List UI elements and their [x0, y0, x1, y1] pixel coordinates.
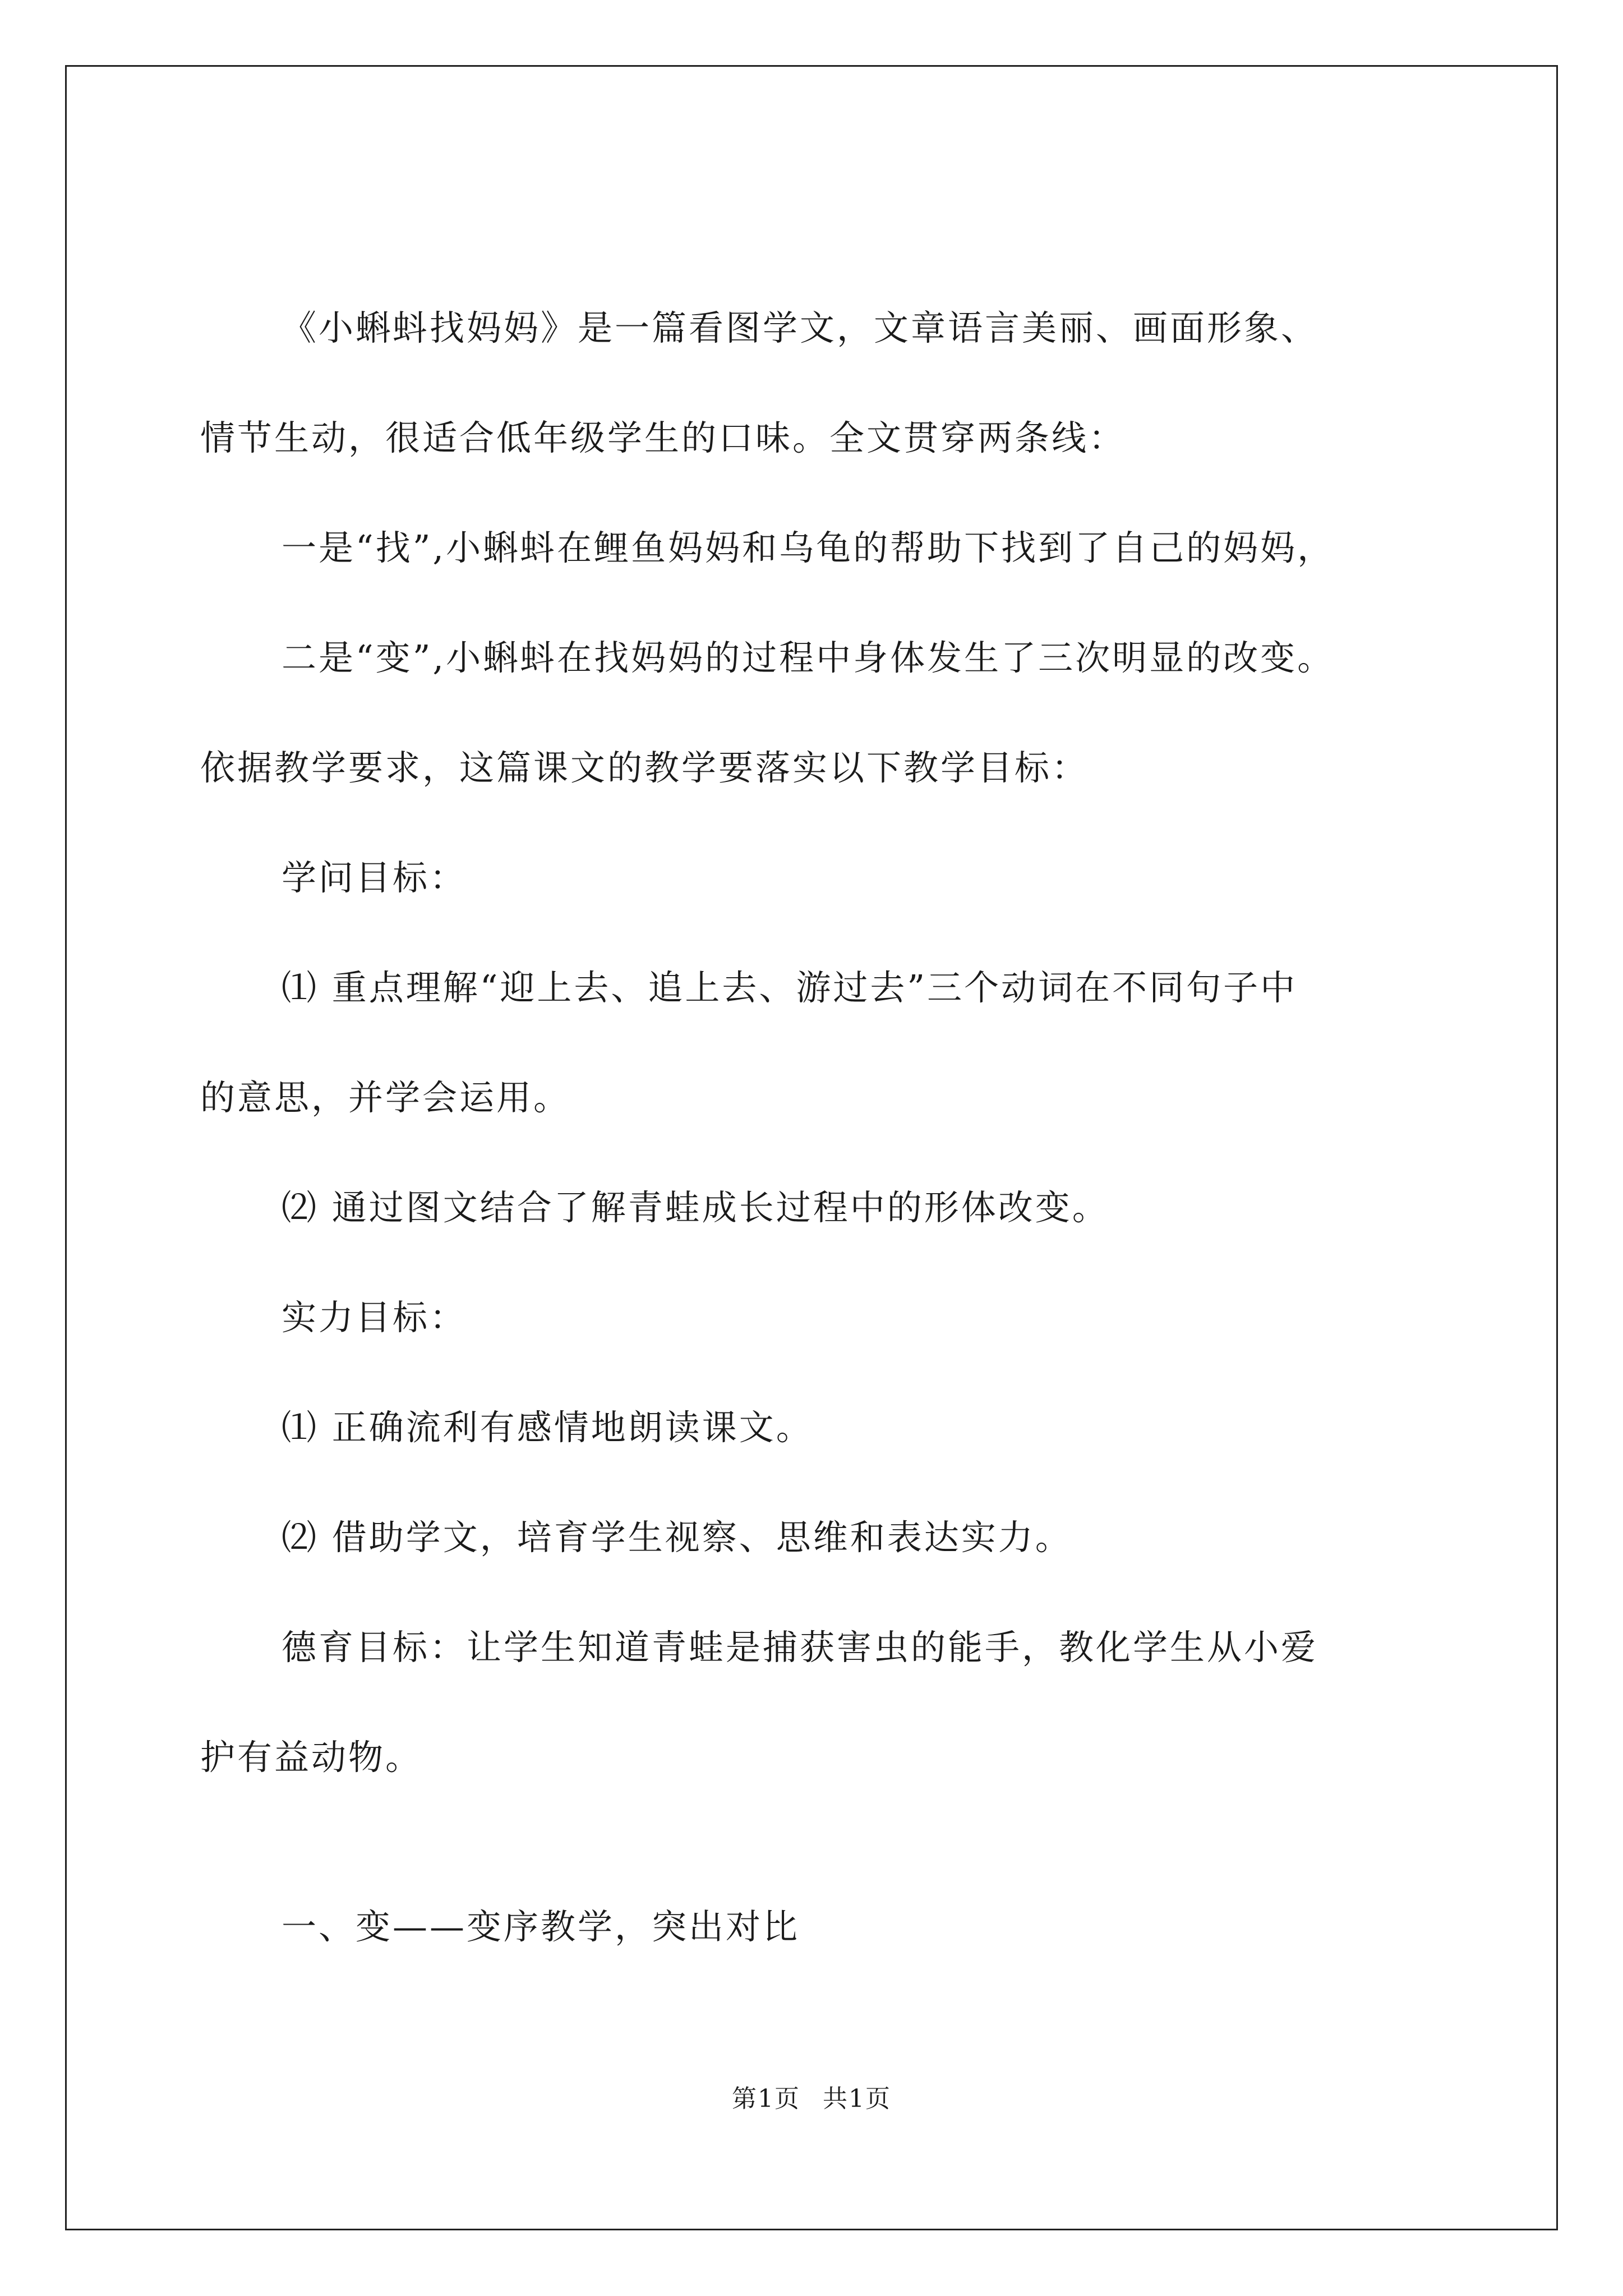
page-number-current: 第1页: [732, 2085, 800, 2113]
ability-goal-1: ⑴ 正确流利有感情地朗读课文。: [282, 1407, 813, 1448]
knowledge-goal-1-line-1: ⑴ 重点理解“迎上去、追上去、游过去”三个动词在不同句子中: [282, 967, 1298, 1008]
moral-goal-line-1: 德育目标：让学生知道青蛙是捕获害虫的能手，教化学生从小爱: [282, 1627, 1318, 1668]
page-footer: [0, 2082, 1623, 2116]
paragraph-requirements-line: 依据教学要求，这篇课文的教学要落实以下教学目标：: [200, 747, 1089, 788]
paragraph-intro-line-2: 情节生动，很适合低年级学生的口味。全文贯穿两条线：: [200, 417, 1126, 458]
page-number-total: 共1页: [823, 2085, 891, 2113]
ability-goal-2: ⑵ 借助学文，培育学生视察、思维和表达实力。: [282, 1517, 1072, 1558]
paragraph-find-line: 一是“找”,小蝌蚪在鲤鱼妈妈和乌龟的帮助下找到了自己的妈妈，: [282, 527, 1335, 568]
knowledge-goal-2: ⑵ 通过图文结合了解青蛙成长过程中的形体改变。: [282, 1187, 1109, 1228]
heading-ability-goals: 实力目标：: [282, 1297, 467, 1338]
section-heading-change: 一、变——变序教学，突出对比: [282, 1906, 800, 1947]
moral-goal-line-2: 护有益动物。: [200, 1737, 423, 1778]
paragraph-change-line: 二是“变”,小蝌蚪在找妈妈的过程中身体发生了三次明显的改变。: [282, 637, 1335, 678]
knowledge-goal-1-line-2: 的意思，并学会运用。: [200, 1077, 571, 1118]
paragraph-intro-line-1: 《小蝌蚪找妈妈》是一篇看图学文，文章语言美丽、画面形象、: [282, 307, 1318, 348]
heading-knowledge-goals: 学问目标：: [282, 857, 467, 898]
